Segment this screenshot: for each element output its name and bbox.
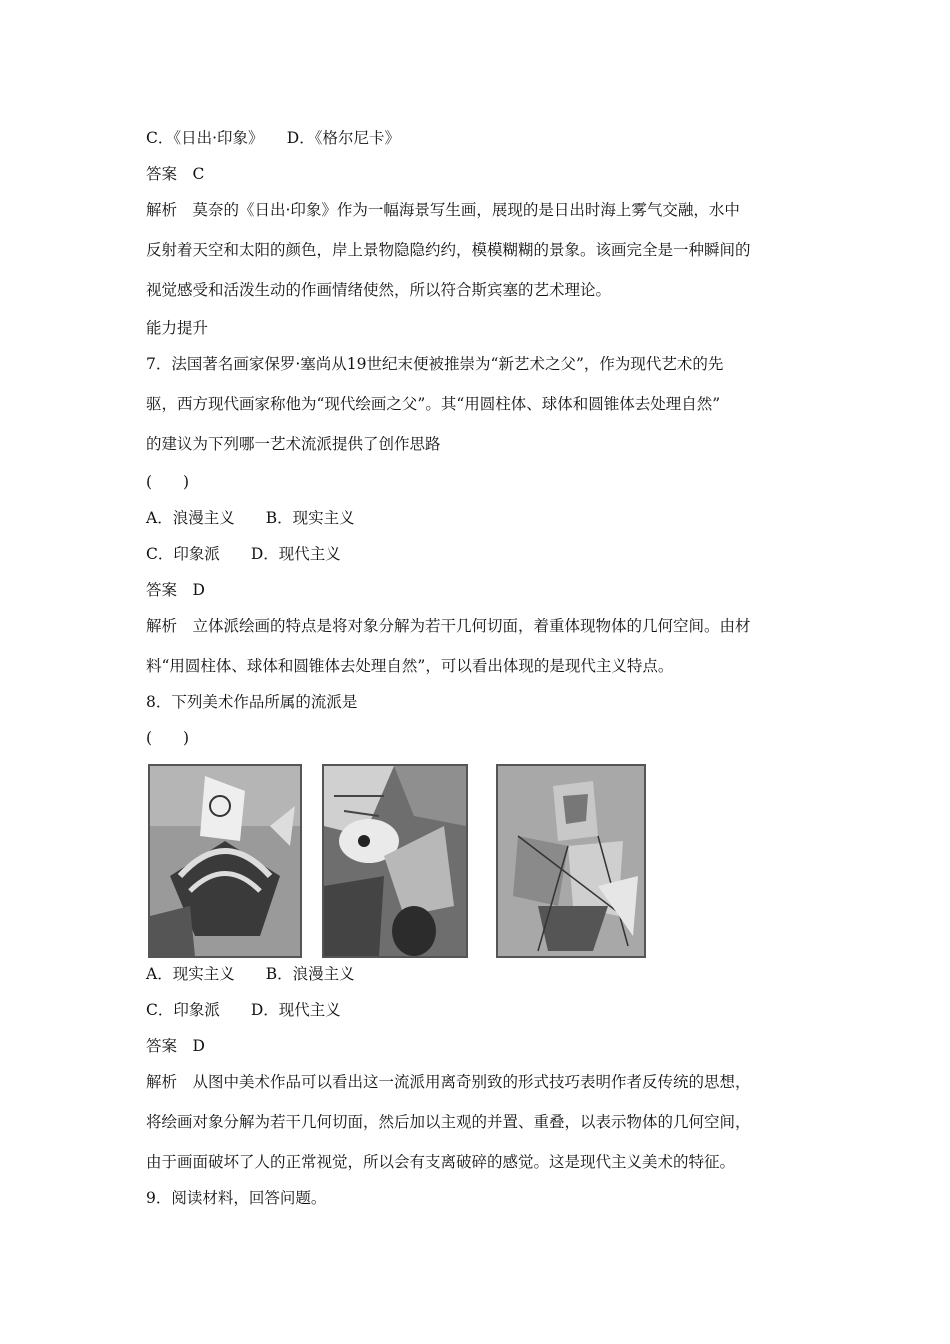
q7-stem-line-1: 7．法国著名画家保罗·塞尚从19世纪末便被推崇为“新艺术之父”，作为现代艺术的先 <box>146 355 724 373</box>
q8-options-cd: C．印象派 D．现代主义 <box>146 1001 341 1019</box>
q6-analysis-line-3: 视觉感受和活泼生动的作画情绪使然，所以符合斯宾塞的艺术理论。 <box>146 281 612 299</box>
q8-options-ab: A．现实主义 B．浪漫主义 <box>146 965 355 983</box>
q8-analysis-line-1: 解析 从图中美术作品可以看出这一流派用离奇别致的形式技巧表明作者反传统的思想， <box>146 1073 751 1091</box>
q7-bracket: ( ) <box>146 473 190 491</box>
q9-stem: 9．阅读材料，回答问题。 <box>146 1189 327 1207</box>
q8-analysis-line-3: 由于画面破坏了人的正常视觉，所以会有支离破碎的感觉。这是现代主义美术的特征。 <box>146 1153 736 1171</box>
q7-analysis-line-2: 料“用圆柱体、球体和圆锥体去处理自然”，可以看出体现的是现代主义特点。 <box>146 657 674 675</box>
q8-bracket: ( ) <box>146 729 190 747</box>
q7-answer: 答案 D <box>146 581 205 599</box>
q8-stem: 8．下列美术作品所属的流派是 <box>146 693 358 711</box>
q6-analysis-line-1: 解析 莫奈的《日出·印象》作为一幅海景写生画，展现的是日出时海上雾气交融，水中 <box>146 201 740 219</box>
artwork-images <box>146 764 646 954</box>
q7-options-cd: C．印象派 D．现代主义 <box>146 545 341 563</box>
q6-analysis-line-2: 反射着天空和太阳的颜色，岸上景物隐隐约约，模模糊糊的景象。该画完全是一种瞬间的 <box>146 241 751 259</box>
q7-analysis-line-1: 解析 立体派绘画的特点是将对象分解为若干几何切面，着重体现物体的几何空间。由材 <box>146 617 751 635</box>
q8-analysis-line-2: 将绘画对象分解为若干几何切面，然后加以主观的并置、重叠，以表示物体的几何空间， <box>146 1113 751 1131</box>
artwork-image-1 <box>148 764 302 958</box>
q6-options-cd: C．《日出·印象》 D．《格尔尼卡》 <box>146 129 400 147</box>
artwork-image-2 <box>322 764 468 958</box>
artwork-image-3 <box>496 764 646 958</box>
q8-answer: 答案 D <box>146 1037 205 1055</box>
section-heading: 能力提升 <box>146 319 209 337</box>
q6-answer: 答案 C <box>146 165 205 183</box>
q7-options-ab: A．浪漫主义 B．现实主义 <box>146 509 355 527</box>
q7-stem-line-2: 驱，西方现代画家称他为“现代绘画之父”。其“用圆柱体、球体和圆锥体去处理自然” <box>146 395 721 413</box>
q7-stem-line-3: 的建议为下列哪一艺术流派提供了创作思路 <box>146 435 441 453</box>
